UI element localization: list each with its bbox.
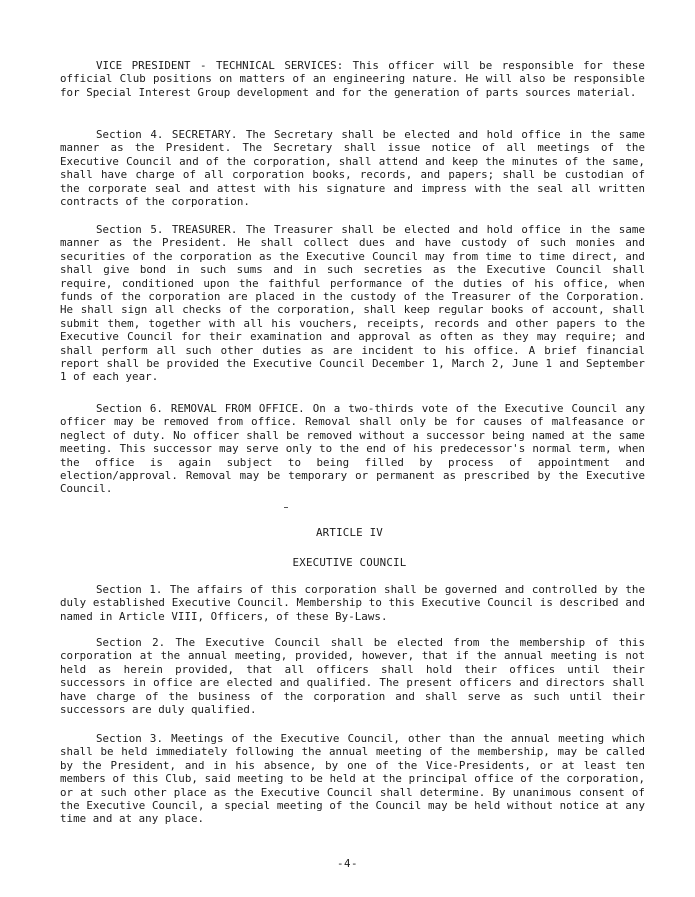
paragraph-council-section-3: Section 3. Meetings of the Executive Council, other than the annual meeting which shall be held immediately following the annual meeting of the membership, may be called by the President, and in his absence, by one of the Vice-Presidents, or at least ten members of this Club, said meeting to be held at the principal office of the corporation, or at such other place as the Executive Council shall determine. By unanimous consent of the Executive Council, a special meeting of the Council may be held without notice at any time and at any place. (60, 732, 645, 826)
paragraph-section-5-treasurer: Section 5. TREASURER. The Treasurer shall be elected and hold office in the same manner as the President. He shall collect dues and have custody of such monies and securities of the corporation as the Executive Council may from time to time direct, and shall give bond in such sums and in such secreties as the Executive Council shall require, conditioned upon the faithful performance of the duties of his office, when funds of the corporation are placed in the custody of the Treasurer of the Corporation. He shall sign all checks of the corporation, shall keep regular books of account, shall submit them, together with all his vouchers, receipts, records and other papers to the Executive Council for their examination and approval as often as they may require; and shall perform all such other duties as are incident to his office. A brief financial report shall be provided the Executive Council December 1, March 2, June 1 and September 1 of each year. (60, 223, 645, 384)
paragraph-vice-president-technical: VICE PRESIDENT - TECHNICAL SERVICES: This officer will be responsible for these official Club positions on matters of an engineering nature. He will also be responsible for Special Interest Group development and for the generation of parts sources material. (60, 59, 645, 99)
paragraph-section-4-secretary: Section 4. SECRETARY. The Secretary shall be elected and hold office in the same manner as the President. The Secretary shall issue notice of all meetings of the Executive Council and of the corporation, shall attend and keep the minutes of the same, shall have charge of all corporation books, records, and papers; shall be custodian of the corporate seal and attest with his signature and impress with the seal all written contracts of the corporation. (60, 128, 645, 209)
article-subheading: EXECUTIVE COUNCIL (292, 556, 407, 569)
article-heading: ARTICLE IV (315, 526, 383, 539)
stray-mark (284, 507, 288, 508)
paragraph-council-section-1: Section 1. The affairs of this corporation shall be governed and controlled by the duly established Executive Council. Membership to this Executive Council is described and named in Article VIII, Officers, of these By-Laws. (60, 583, 645, 623)
paragraph-section-6-removal: Section 6. REMOVAL FROM OFFICE. On a two-thirds vote of the Executive Council any officer may be removed from office. Removal shall only be for causes of malfeasance or neglect of duty. No officer shall be removed without a successor being named at the same meeting. This successor may serve only to the end of his predecessor's normal term, when the office is again subject to being filled by process of appointment and election/approval. Removal may be temporary or permanent as prescribed by the Executive Council. (60, 402, 645, 496)
paragraph-council-section-2: Section 2. The Executive Council shall be elected from the membership of this corporation at the annual meeting, provided, however, that if the annual meeting is not held as herein provided, that all officers shall hold their offices until their successors in office are elected and qualified. The present officers and directors shall have charge of the business of the corporation and shall serve as such until their successors are duly qualified. (60, 636, 645, 717)
page-number: -4- (336, 857, 358, 870)
